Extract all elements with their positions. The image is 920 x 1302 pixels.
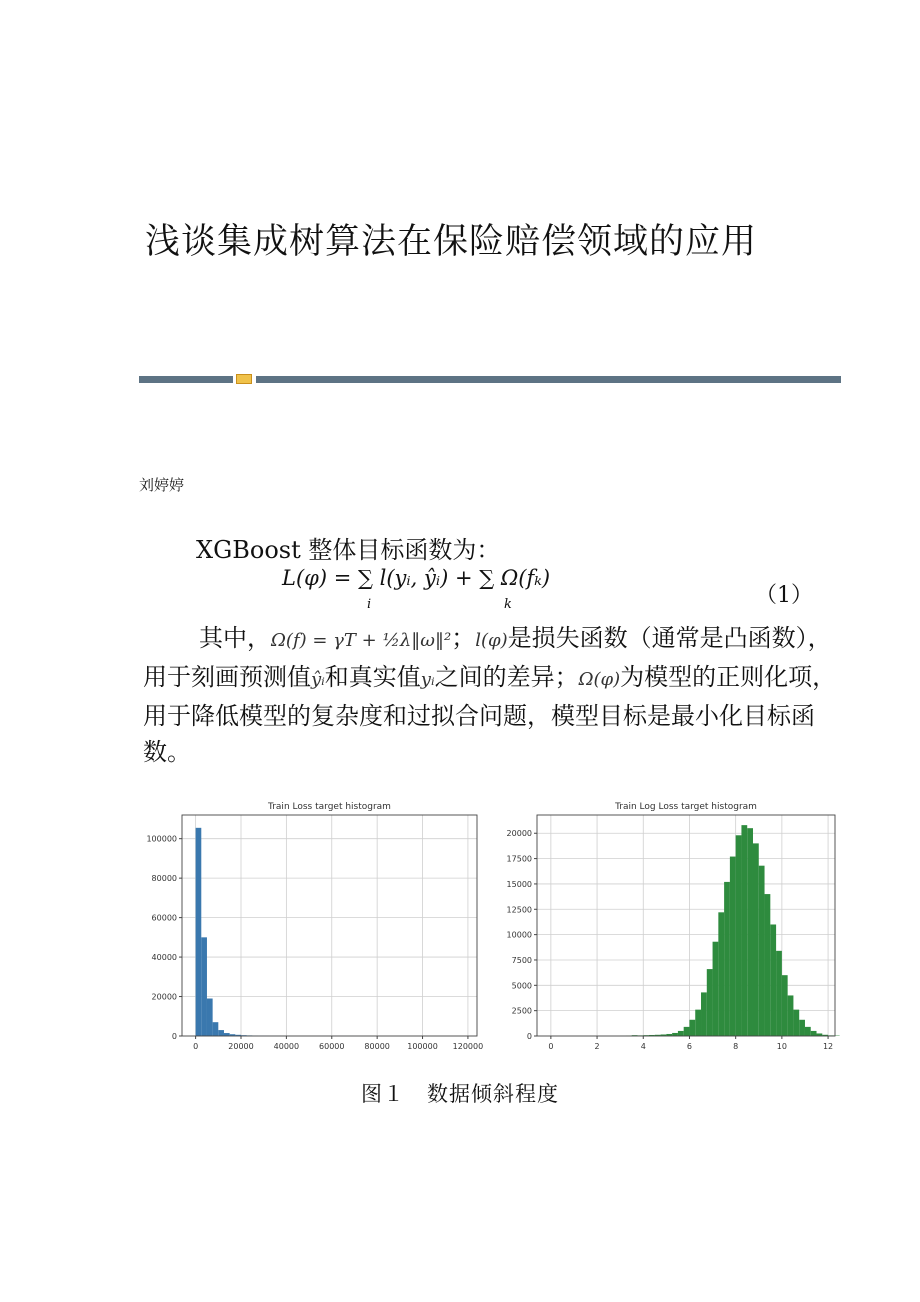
x-tick-label: 6 [686, 1042, 693, 1051]
chart-title: Train Log Loss target histogram [615, 802, 757, 812]
loss-term: l(φ) [475, 630, 508, 651]
chart-title: Train Loss target histogram [268, 802, 391, 812]
histogram-bar [689, 1020, 695, 1036]
regularization-term: Ω(φ) [578, 669, 621, 690]
paper-title: 浅谈集成树算法在保险赔偿领域的应用 [145, 222, 758, 262]
intro-line: XGBoost 整体目标函数为： [196, 536, 501, 564]
predicted-value: ŷᵢ [311, 669, 325, 690]
body-prefix: 其中， [199, 624, 271, 652]
histogram-bar [718, 912, 724, 1036]
histogram-bar [672, 1033, 678, 1036]
histogram-bar [747, 828, 753, 1036]
y-tick-label: 7500 [511, 955, 532, 965]
histogram-bar [788, 995, 794, 1036]
x-tick-label: 80000 [364, 1042, 390, 1051]
y-tick-label: 12500 [506, 905, 532, 915]
y-tick-label: 15000 [506, 879, 532, 889]
train-loss-histogram [140, 795, 485, 1055]
y-tick-label: 10000 [506, 930, 532, 940]
true-value: yᵢ [420, 669, 435, 690]
plot-frame [182, 815, 477, 1036]
equation-number: （1） [755, 583, 813, 608]
x-tick-label: 0 [548, 1042, 554, 1051]
y-tick-label: 40000 [151, 953, 177, 963]
x-tick-label: 20000 [228, 1042, 254, 1051]
y-tick-label: 17500 [506, 854, 532, 864]
train-log-loss-histogram [495, 795, 840, 1055]
histogram-bar [782, 975, 788, 1036]
author-name: 刘婷婷 [139, 476, 185, 494]
histogram-bar [811, 1031, 817, 1036]
x-tick-label: 40000 [273, 1042, 300, 1051]
histogram-bar [753, 843, 759, 1036]
histogram-bar [759, 866, 765, 1036]
sum-index-i: i [367, 597, 372, 612]
y-tick-label: 20000 [151, 992, 177, 1002]
body-text1: 是损失函数（通常是凸函数），用于刻画预测值 [143, 624, 832, 691]
histogram-bar [805, 1027, 811, 1036]
omega-definition: Ω(f) = γT + ½λ‖ω‖² [271, 630, 452, 651]
x-tick-label: 0 [193, 1042, 199, 1051]
histogram-bar [741, 825, 747, 1036]
histogram-bar [776, 951, 782, 1036]
body-text3: 之间的差异； [434, 663, 579, 691]
histogram-bar [713, 942, 719, 1036]
histogram-bar [695, 1010, 701, 1036]
histogram-bar [765, 894, 771, 1036]
y-tick-label: 5000 [511, 981, 532, 991]
y-tick-label: 100000 [146, 834, 177, 844]
histogram-bar [201, 937, 207, 1036]
histogram-bar [799, 1020, 805, 1036]
x-tick-label: 12 [822, 1042, 834, 1051]
x-tick-label: 2 [594, 1042, 600, 1051]
histogram-bar [770, 924, 776, 1036]
y-tick-label: 0 [171, 1032, 177, 1041]
y-tick-label: 80000 [151, 874, 177, 884]
histogram-bar [678, 1031, 684, 1036]
x-tick-label: 120000 [452, 1042, 484, 1051]
x-tick-label: 4 [640, 1042, 646, 1051]
histogram-bar [707, 969, 713, 1036]
sum-index-k: k [504, 597, 512, 612]
body-text2: 和真实值 [324, 663, 421, 691]
y-tick-label: 2500 [511, 1006, 532, 1016]
x-tick-label: 10 [776, 1042, 787, 1051]
x-tick-label: 100000 [407, 1042, 438, 1051]
histogram-bar [730, 857, 736, 1036]
y-tick-label: 60000 [151, 913, 177, 923]
y-tick-label: 20000 [506, 829, 532, 839]
histogram-bar [213, 1022, 219, 1036]
divider-badge-icon [236, 374, 252, 384]
histogram-bar [207, 999, 213, 1036]
histogram-bar [218, 1030, 224, 1036]
histogram-bar [701, 992, 707, 1036]
histogram-bar [724, 882, 730, 1036]
histogram-bar [684, 1027, 690, 1036]
histogram-bar [793, 1010, 799, 1036]
objective-formula: L(φ) = ∑ l(yᵢ, ŷᵢ) + ∑ Ω(fₖ) [282, 566, 551, 590]
title-divider [139, 374, 841, 384]
x-tick-label: 60000 [319, 1042, 345, 1051]
body-text4: 为模型的正则化项，用于降低模型的复杂度和过拟合问题，模型目标是最小化目标函数。 [143, 663, 837, 766]
y-tick-label: 0 [526, 1032, 532, 1041]
histogram-bar [736, 835, 742, 1036]
body-sep1: ； [451, 624, 476, 652]
histogram-bar [196, 828, 202, 1036]
x-tick-label: 8 [733, 1042, 739, 1051]
figure-caption: 图１ 数据倾斜程度 [361, 1082, 559, 1106]
body-paragraph [143, 620, 843, 770]
